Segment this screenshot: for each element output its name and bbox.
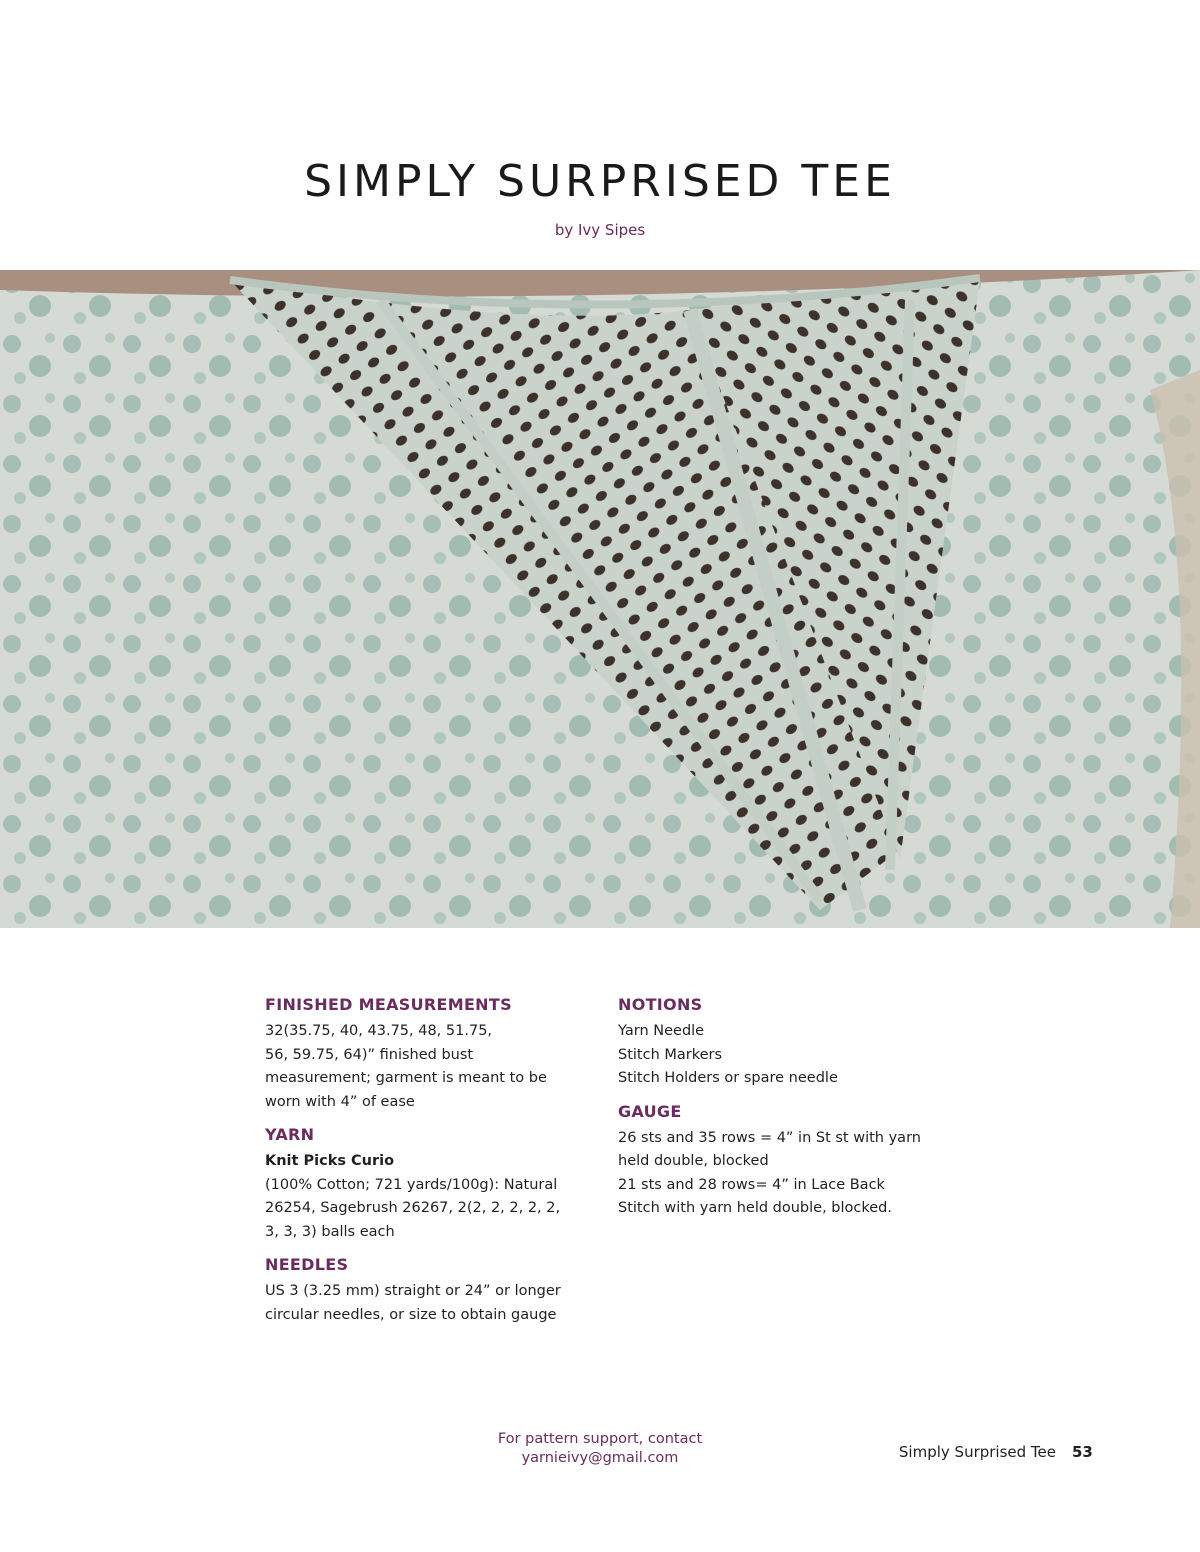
finished-measurements-section xyxy=(265,994,595,1114)
notion-item: Stitch Markers xyxy=(618,1046,723,1063)
yarn-line: 3, 3, 3) balls each xyxy=(265,1223,395,1240)
notion-item: Stitch Holders or spare needle xyxy=(618,1070,838,1086)
support-text: For pattern support, contact xyxy=(497,1431,703,1447)
gauge-section xyxy=(618,1101,958,1221)
yarn-section xyxy=(265,1124,595,1244)
needles-line: US 3 (3.25 mm) straight or 24” or longer xyxy=(265,1283,561,1299)
measurement-line: worn with 4” of ease xyxy=(265,1093,415,1110)
yarn-line: 26254, Sagebrush 26267, 2(2, 2, 2, 2, 2, xyxy=(265,1200,561,1216)
pattern-title: SIMPLY SURPRISED TEE xyxy=(304,156,896,207)
gauge-heading: GAUGE xyxy=(618,1101,682,1121)
gauge-line: Stitch with yarn held double, blocked. xyxy=(618,1200,892,1216)
gauge-line: 21 sts and 28 rows= 4” in Lace Back xyxy=(618,1176,885,1193)
running-title: Simply Surprised Tee xyxy=(898,1443,1056,1461)
support-email-link[interactable]: yarnieivy@gmail.com xyxy=(521,1450,679,1466)
gauge-line: 26 sts and 35 rows = 4” in St st with yarn xyxy=(618,1129,921,1146)
measurement-line: 32(35.75, 40, 43.75, 48, 51.75, xyxy=(265,1023,493,1039)
gauge-line: held double, blocked xyxy=(618,1153,769,1169)
needles-line: circular needles, or size to obtain gauge xyxy=(265,1306,557,1323)
measurement-line: measurement; garment is meant to be xyxy=(265,1070,547,1086)
yarn-name: Knit Picks Curio xyxy=(265,1153,395,1169)
pattern-support-note xyxy=(400,1430,800,1468)
yarn-heading: YARN xyxy=(265,1125,315,1144)
notions-heading: NOTIONS xyxy=(618,995,703,1014)
left-column xyxy=(265,994,595,1337)
notion-item: Yarn Needle xyxy=(618,1023,705,1039)
right-column xyxy=(618,994,958,1231)
needles-heading: NEEDLES xyxy=(265,1255,349,1274)
yarn-line: (100% Cotton; 721 yards/100g): Natural xyxy=(265,1176,558,1193)
page-number: 53 xyxy=(1072,1443,1093,1461)
measurement-line: 56, 59.75, 64)” finished bust xyxy=(265,1046,474,1063)
designer-byline: by Ivy Sipes xyxy=(554,221,646,239)
notions-section xyxy=(618,994,958,1091)
needles-section xyxy=(265,1254,595,1327)
finished-measurements-heading: FINISHED MEASUREMENTS xyxy=(265,995,512,1014)
knit-lace-back-photo xyxy=(0,270,1200,928)
